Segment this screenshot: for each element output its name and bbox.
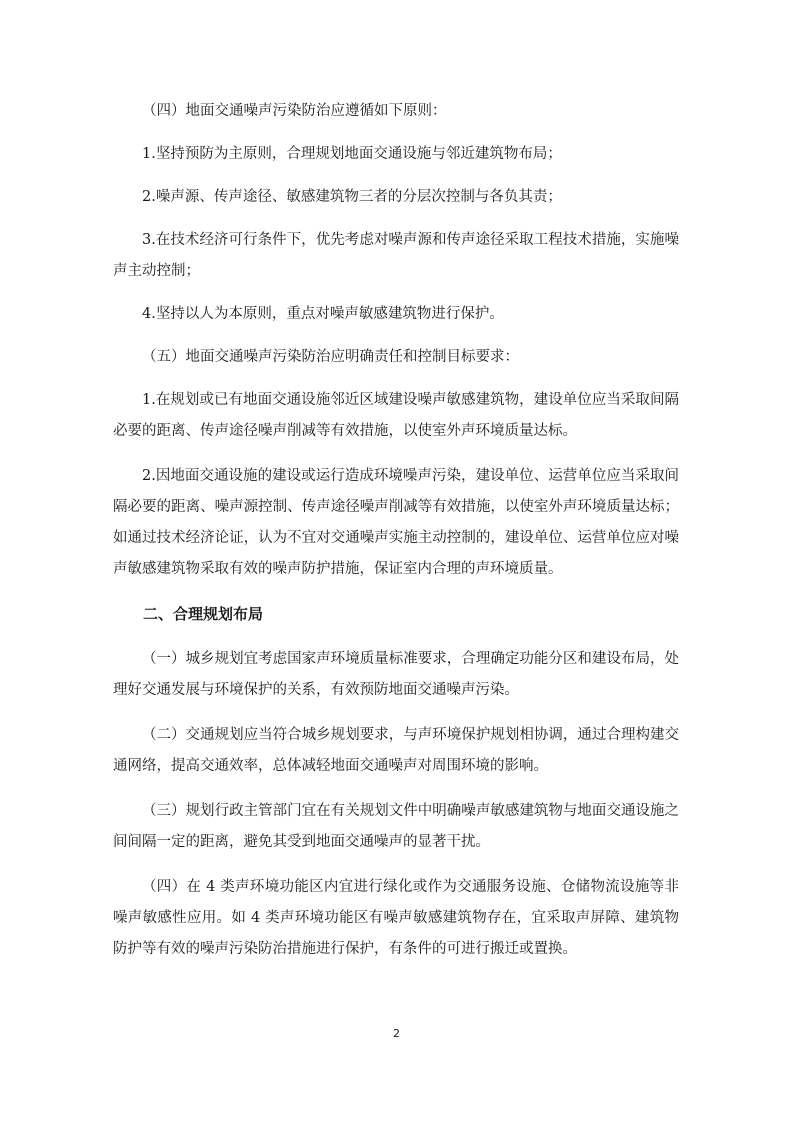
paragraph-responsibility-1: 1.在规划或已有地面交通设施邻近区域建设噪声敏感建筑物，建设单位应当采取间隔必要的距离、传声途径噪声削减等有效措施，以使室外声环境质量达标。 [113, 392, 679, 439]
page-number: 2 [393, 1027, 400, 1040]
paragraph-planning-1: （一）城乡规划宜考虑国家声环境质量标准要求，合理确定功能分区和建设布局，处理好交通发展与环境保护的关系，有效预防地面交通噪声污染。 [113, 651, 679, 698]
paragraph-principles-intro: （四）地面交通噪声污染防治应遵循如下原则： [142, 103, 447, 119]
paragraph-principle-3: 3.在技术经济可行条件下，优先考虑对噪声源和传声途径采取工程技术措施，实施噪声主动控制； [113, 232, 679, 279]
paragraph-principle-1: 1.坚持预防为主原则，合理规划地面交通设施与邻近建筑物布局； [142, 146, 562, 162]
section-heading: 二、合理规划布局 [143, 605, 264, 623]
paragraph-planning-2: （二）交通规划应当符合城乡规划要求，与声环境保护规划相协调，通过合理构建交通网络，提高交通效率，总体减轻地面交通噪声对周围环境的影响。 [113, 727, 679, 774]
paragraph-responsibility-2: 2.因地面交通设施的建设或运行造成环境噪声污染，建设单位、运营单位应当采取间隔必要的距离、噪声源控制、传声途径噪声削减等有效措施，以使室外声环境质量达标；如通过技术经济论证，认为不宜对交通噪声实施主动控制的，建设单位、运营单位应对噪声敏感建筑物采取有效的噪声防护措施，保证室内合理的声环境质量。 [113, 468, 679, 577]
paragraph-principle-4: 4.坚持以人为本原则，重点对噪声敏感建筑物进行保护。 [142, 306, 504, 322]
document-page [113, 96, 679, 965]
paragraph-planning-3: （三）规划行政主管部门宜在有关规划文件中明确噪声敏感建筑物与地面交通设施之间间隔一定的距离，避免其受到地面交通噪声的显著干扰。 [113, 803, 679, 850]
paragraph-responsibility-intro: （五）地面交通噪声污染防治应明确责任和控制目标要求： [142, 349, 519, 365]
paragraph-planning-4: （四）在 4 类声环境功能区内宜进行绿化或作为交通服务设施、仓储物流设施等非噪声敏感性应用。如 4 类声环境功能区有噪声敏感建筑物存在，宜采取声屏障、建筑物防护等有效的噪声污染防治措施进行保护，有条件的可进行搬迁或置换。 [113, 879, 679, 957]
paragraph-principle-2: 2.噪声源、传声途径、敏感建筑物三者的分层次控制与各负其责； [142, 189, 562, 205]
